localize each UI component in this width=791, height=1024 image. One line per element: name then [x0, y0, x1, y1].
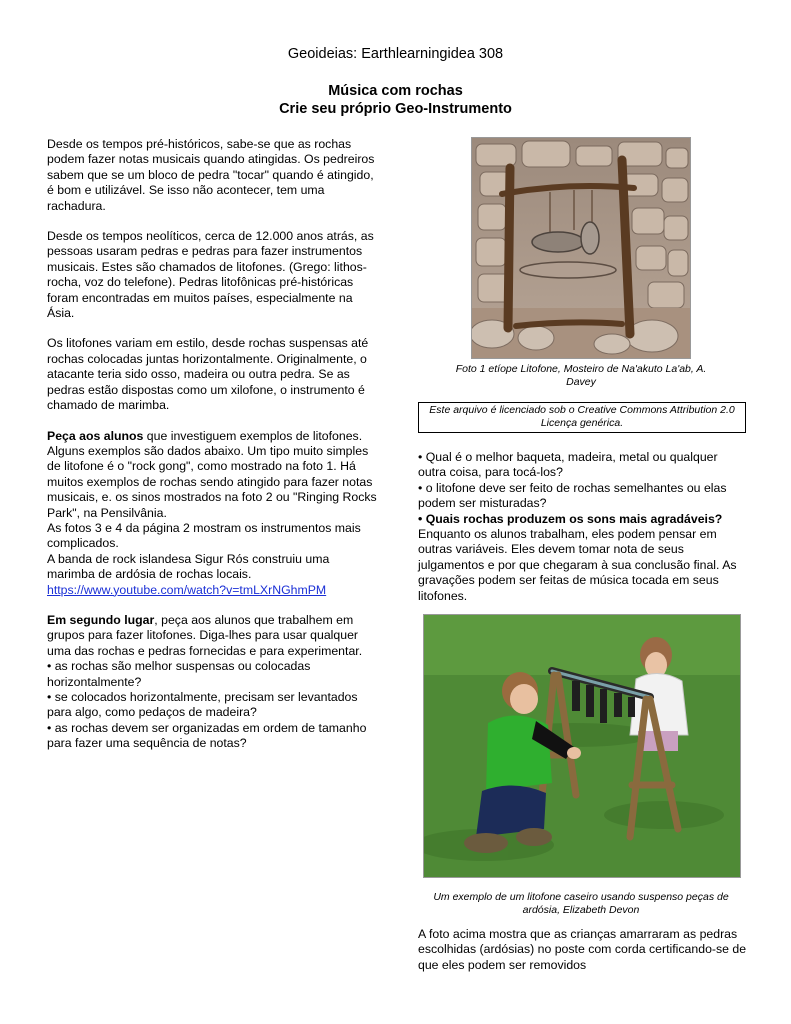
bullet-pleasant-sounds: • Quais rochas produzem os sons mais agradáveis?	[418, 511, 723, 526]
variables-paragraph: Enquanto os alunos trabalham, eles podem pensar em outras variáveis. Eles devem tomar nota de seus julgamentos e por que chegaram à sua conclusão final. As gravações podem ser feitas de música tocada em seus litofones.	[418, 527, 737, 603]
intro-paragraph: Desde os tempos pré-históricos, sabe-se que as rochas podem fazer notas musicais quando atingidas. Os pedreiros sabem que se um bloco de pedra "tocar" quando é atingido, é bom e utilizável. Se isso não acontecer, tem uma rachadura.	[47, 137, 375, 213]
photo-ethiopian-lithophone	[471, 137, 691, 359]
photo1-caption: Foto 1 etíope Litofone, Mosteiro de Na'akuto La'ab, A. Davey	[455, 363, 707, 388]
children-lithophone-image	[424, 615, 740, 877]
groups-text: , peça aos alunos que trabalhem em grupos para fazer litofones. Diga-lhes para usar qualquer uma das rochas e pedras fornecidas e para experimentar.	[47, 612, 363, 658]
sigur-ros-note: A banda de rock islandesa Sigur Rós construiu uma marimba de ardósia de rochas locais.	[47, 551, 330, 582]
investigate-text: que investiguem exemplos de litofones. Alguns exemplos são dados abaixo. Um tipo muito simples de litofone é o "rock gong", como mostrado na foto 1. Há muitos exemplos de rochas sendo atingido para fazer notas musicais, e. os sinos mostrados na foto 2 ou "Ringing Rocks Park", na Pensilvânia.	[47, 428, 377, 520]
left-column	[47, 137, 377, 752]
bullet-similar-rocks: • o litofone deve ser feito de rochas semelhantes ou elas podem ser misturadas?	[418, 480, 727, 511]
photo-homemade-lithophone	[423, 614, 741, 878]
page-subtitle: Crie seu próprio Geo-Instrumento	[279, 101, 512, 117]
groups-paragraph	[47, 613, 377, 752]
bullet-beater: • Qual é o melhor baqueta, madeira, metal ou qualquer outra coisa, para tocá-los?	[418, 450, 718, 480]
bullet-suspended: • as rochas são melhor suspensas ou colocadas horizontalmente?	[47, 659, 311, 689]
groups-bold: Em segundo lugar	[47, 612, 155, 627]
neolithic-paragraph: Desde os tempos neolíticos, cerca de 12.000 anos atrás, as pessoas usaram pedras e pedras para fazer instrumentos musicais. Estes são chamados de litofones. (Grego: lithos-rocha, voz do telefone). Pedras litofônicas pré-históricas foram encontradas em muitos países, especialmente na Ásia.	[47, 229, 374, 321]
bullet-order: • as rochas devem ser organizadas em ordem de tamanho para fazer uma sequência de notas?	[47, 720, 367, 751]
children-photo-paragraph	[418, 927, 748, 973]
investigate-paragraph	[47, 429, 377, 598]
stone-wall-image	[472, 138, 690, 358]
page-title: Música com rochas	[328, 83, 463, 99]
bullet-horizontal: • se colocados horizontalmente, precisam ser levantados para algo, como pedaços de madeira?	[47, 690, 358, 720]
right-column-questions	[418, 450, 748, 604]
photo2-caption: Um exemplo de um litofone caseiro usando suspenso peças de ardósia, Elizabeth Devon	[433, 891, 729, 916]
page-header: Geoideias: Earthlearningidea 308	[287, 46, 504, 62]
investigate-bold: Peça aos alunos	[47, 428, 144, 443]
youtube-link[interactable]: https://www.youtube.com/watch?v=tmLXrNGhmPM	[47, 582, 327, 597]
license-box: Este arquivo é licenciado sob o Creative Commons Attribution 2.0 Licença genérica.	[418, 402, 746, 433]
children-photo-text: A foto acima mostra que as crianças amarraram as pedras escolhidas (ardósias) no poste com corda certificando-se de que eles podem ser removidos	[418, 927, 747, 972]
photos-note: As fotos 3 e 4 da página 2 mostram os instrumentos mais complicados.	[47, 520, 361, 551]
styles-paragraph: Os litofones variam em estilo, desde rochas suspensas até rochas colocadas juntas horizontalmente. Originalmente, o atacante teria sido osso, madeira ou outra pedra. Se as pedras estão dispostas como um xilofone, o instrumento é chamado de marimba.	[47, 336, 369, 413]
